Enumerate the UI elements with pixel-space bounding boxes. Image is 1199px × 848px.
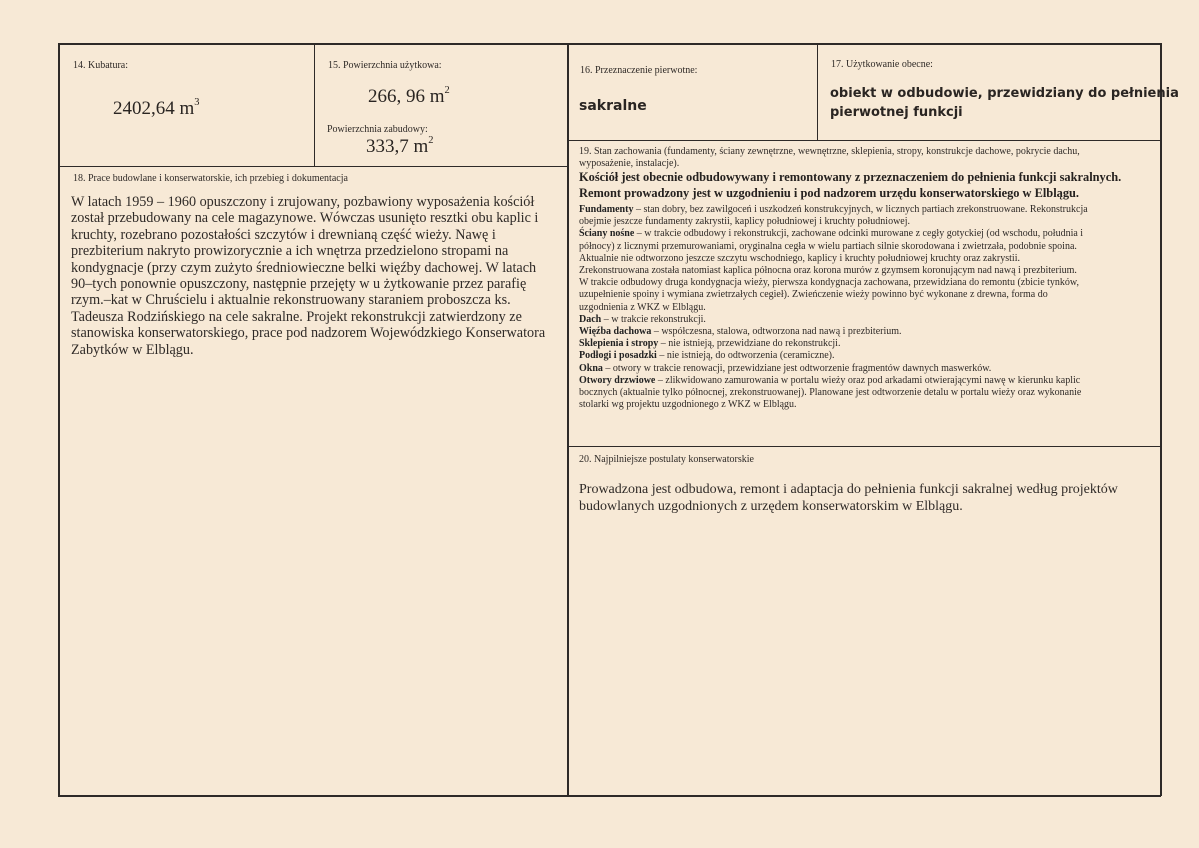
stan-entry-text: – otwory w trakcie renowacji, przewidziane jest odtworzenie fragmentów dawnych maswerków. (602, 362, 992, 374)
powierzchnia-zabudowy-label: Powierzchnia zabudowy: (327, 124, 428, 135)
center-divider (567, 43, 569, 796)
powierzchnia-uzytkowa-label: 15. Powierzchnia użytkowa: (328, 60, 442, 71)
stan-entry-text: – w trakcie odbudowy i rekonstrukcji, zachowane odcinki murowane z cegły gotyckiej (od wschodu, południa i (634, 228, 1084, 240)
stan-entry-text: bocznych (aktualnie tylko północnej, zrekonstruowanej). Planowane jest odtworzenie detalu w portalu wieży oraz wykonanie (579, 387, 1082, 399)
stan-entry-term: Ściany nośne (579, 228, 635, 240)
powierzchnia-zabudowy-number: 333,7 m (366, 136, 429, 157)
powierzchnia-zabudowy-value (366, 136, 434, 158)
stan-entry-line (579, 326, 1088, 338)
prace-line: został przebudowany na cele magazynowe. Wówczas usunięto resztki obu kaplic i (71, 210, 539, 227)
stan-entry-text: obejmie jeszcze fundamenty zakrystii, kaplicy południowej i kruchty południowej. (579, 216, 911, 228)
stan-label-line2: wyposażenie, instalacje). (579, 158, 680, 169)
powierzchnia-uzytkowa-value (368, 86, 450, 108)
stan-entry-line (579, 228, 1088, 240)
stan-entry-line (579, 375, 1088, 387)
stan-label-line1: 19. Stan zachowania (fundamenty, ściany zewnętrzne, wewnętrzne, sklepienia, stropy, konstrukcje dachowe, pokrycie dachu, (579, 146, 1080, 157)
frame-bottom (58, 795, 1161, 797)
frame-top (58, 43, 1161, 45)
prace-label: 18. Prace budowlane i konserwatorskie, ich przebieg i dokumentacja (73, 173, 348, 184)
stan-entry-line (579, 387, 1088, 399)
przeznaczenie-label: 16. Przeznaczenie pierwotne: (580, 65, 698, 76)
hline-left (58, 166, 568, 167)
stan-entry-text: – nie istnieją, do odtworzenia (ceramiczne). (656, 350, 835, 362)
prace-line: rzym.–kat w Chruścielu i aktualnie rekonstruowany staraniem proboszcza ks. (71, 292, 511, 309)
kubatura-label: 14. Kubatura: (73, 60, 128, 71)
stan-summary-line2: Remont prowadzony jest w uzgodnieniu i pod nadzorem urzędu konserwatorskiego w Elblągu. (579, 186, 1080, 200)
stan-entry-line (579, 399, 1088, 411)
prace-line: prezbiterium nakryto prowizorycznie a ich wnętrza przedzielono stropami na (71, 243, 509, 260)
stan-entry-line (579, 338, 1088, 350)
stan-entry-line (579, 314, 1088, 326)
prace-text (71, 194, 561, 358)
kubatura-number: 2402,64 m (113, 98, 195, 119)
hline-right-2 (567, 446, 1161, 447)
kubatura-value (113, 98, 200, 120)
divider-14-15 (314, 43, 315, 167)
stan-entry-line (579, 302, 1088, 314)
przeznaczenie-value: sakralne (579, 98, 647, 114)
postulaty-line1: Prowadzona jest odbudowa, remont i adaptacja do pełnienia funkcji sakralnej według projektów (579, 482, 1118, 497)
stan-entry-text: Zrekonstruowana została natomiast kaplica północna oraz korona murów z gzymsem koronującym nad nawą i prezbiterium. (579, 265, 1077, 277)
stan-entry-term: Podłogi i posadzki (579, 350, 657, 362)
stan-entry-text: – zlikwidowano zamurowania w portalu wieży oraz pod arkadami otwierającymi nawę w kierunku kaplic (655, 374, 1081, 386)
stan-entry-line (579, 265, 1088, 277)
divider-16-17 (817, 43, 818, 141)
stan-entry-line (579, 363, 1088, 375)
stan-entry-text: – współczesna, stalowa, odtworzona nad nawą i prezbiterium. (651, 326, 902, 338)
powierzchnia-uzytkowa-exponent: 2 (444, 84, 450, 96)
stan-entry-text: W trakcie odbudowy druga kondygnacja wieży, pierwsza kondygnacja zachowana, przewidziana do remontu (zbicie tynków, (579, 277, 1079, 289)
stan-entry-term: Otwory drzwiowe (579, 374, 656, 386)
stan-entry-text: – stan dobry, bez zawilgoceń i uszkodzeń konstrukcyjnych, w licznych partiach zrekonstruowane. Rekonstrukcja (633, 204, 1088, 215)
kubatura-unit-exponent: 3 (194, 96, 200, 108)
prace-line: Zabytków w Elblągu. (71, 341, 194, 358)
stan-entry-term: Więźba dachowa (579, 326, 652, 338)
stan-entry-term: Sklepienia i stropy (579, 338, 659, 350)
stan-entry-term: Fundamenty (579, 204, 634, 215)
powierzchnia-zabudowy-exponent: 2 (428, 134, 434, 146)
frame-right (1160, 43, 1162, 796)
powierzchnia-uzytkowa-number: 266, 96 m (368, 86, 445, 107)
hline-right-1 (567, 140, 1161, 141)
stan-entry-text: północy) z licznymi przemurowaniami, oryginalna cegła w wielu partiach silnie skorodowana i zwietrzała, podobnie spoina. (579, 240, 1077, 252)
stan-entry-line (579, 350, 1088, 362)
stan-entry-line (579, 204, 1088, 216)
stan-entries (579, 204, 1088, 411)
frame-left (58, 43, 60, 796)
prace-line: stanowiska konserwatorskiego, prace pod nadzorem Wojewódzkiego Konserwatora (71, 325, 546, 342)
stan-entry-text: – w trakcie rekonstrukcji. (601, 313, 706, 325)
stan-entry-line (579, 241, 1088, 253)
stan-entry-line (579, 289, 1088, 301)
stan-entry-line (579, 253, 1088, 265)
stan-entry-term: Okna (579, 362, 603, 374)
prace-line: kondygnacje (przy czym zużyto średniowieczne belki więźby dachowej. W latach (71, 259, 537, 276)
postulaty-label: 20. Najpilniejsze postulaty konserwatorskie (579, 454, 754, 465)
stan-entry-text: uzupełnienie spoiny i wymiana zwietrzałych cegieł). Zwieńczenie wieży powinno być wykonane z drewna, forma do (579, 289, 1048, 301)
uzytkowanie-value-line1: obiekt w odbudowie, przewidziany do pełnienia (830, 86, 1179, 101)
postulaty-line2: budowlanych uzgodnionych z urzędem konserwatorskim w Elblągu. (579, 499, 963, 514)
stan-summary-line1: Kościół jest obecnie odbudowywany i remontowany z przeznaczeniem do pełnienia funkcji sakralnych. (579, 170, 1122, 184)
prace-line: kruchty, rozebrano pozostałości szczytów i drewnianą część wieży. Nawę i (71, 226, 496, 243)
prace-line: Tadeusza Rodzińskiego na cele sakralne. Projekt rekonstrukcji zatwierdzony ze (71, 308, 522, 325)
stan-entry-text: – nie istnieją, przewidziane do rekonstrukcji. (658, 338, 841, 350)
stan-entry-text: Aktualnie nie odtworzono jeszcze szczytu wschodniego, kaplicy i kruchty południowej kruchty oraz zakrystii. (579, 252, 1020, 264)
prace-line: 90–tych ponownie opuszczony, następnie przejęty w u żytkowanie przez parafię (71, 276, 527, 293)
stan-entry-text: uzgodnienia z WKZ w Elblągu. (579, 301, 706, 313)
stan-entry-line (579, 216, 1088, 228)
stan-entry-term: Dach (579, 313, 602, 325)
uzytkowanie-value-line2: pierwotnej funkcji (830, 105, 963, 120)
stan-entry-text: stolarki wg projektu uzgodnionego z WKZ w Elblągu. (579, 399, 797, 411)
stan-entry-line (579, 277, 1088, 289)
prace-line: W latach 1959 – 1960 opuszczony i zrujowany, pozbawiony wyposażenia kościół (71, 194, 535, 210)
uzytkowanie-label: 17. Użytkowanie obecne: (831, 59, 933, 70)
